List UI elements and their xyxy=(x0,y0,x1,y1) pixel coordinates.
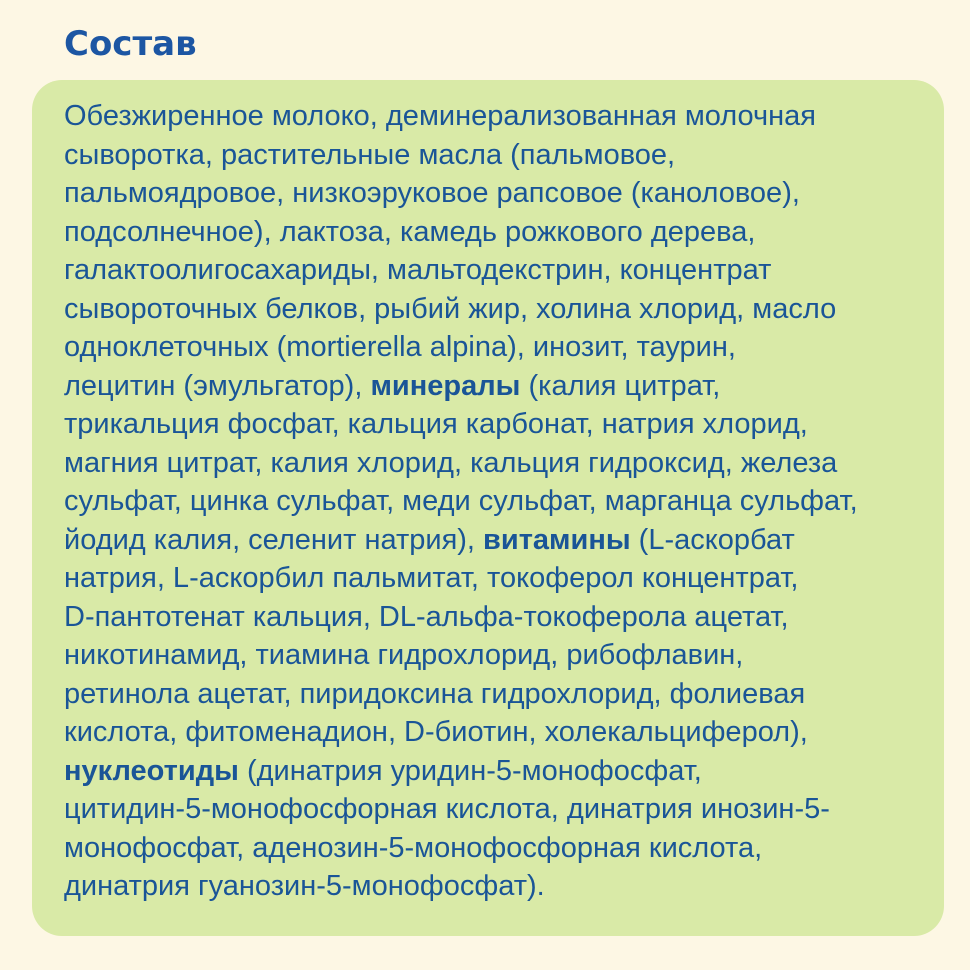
page-title: Состав xyxy=(64,24,197,64)
composition-line xyxy=(64,444,924,483)
ingredient-text: цитидин-5-монофосфорная кислота, динатрия инозин-5- xyxy=(64,793,830,825)
ingredient-text: (L-аскорбат xyxy=(630,523,795,556)
composition-line xyxy=(64,367,924,406)
ingredient-text: никотинамид, тиамина гидрохлорид, рибофлавин, xyxy=(64,639,744,671)
composition-line xyxy=(64,598,924,637)
ingredient-text: пальмоядровое, низкоэруковое рапсовое (каноловое), xyxy=(64,177,800,209)
ingredient-text: лецитин (эмульгатор), xyxy=(64,369,371,402)
ingredient-text: трикальция фосфат, кальция карбонат, натрия хлорид, xyxy=(64,408,808,440)
ingredient-text: монофосфат, аденозин-5-монофосфорная кислота, xyxy=(64,831,763,864)
composition-line xyxy=(64,213,924,252)
ingredient-text: подсолнечное), лактоза, камедь рожкового дерева, xyxy=(64,215,756,248)
composition-line xyxy=(64,867,924,906)
ingredient-category-label: витамины xyxy=(483,523,631,556)
composition-line xyxy=(64,675,924,714)
composition-line xyxy=(64,136,924,175)
ingredient-text: одноклеточных (mortierella alpina), инозит, таурин, xyxy=(64,331,736,363)
ingredient-text: галактоолигосахариды, мальтодекстрин, концентрат xyxy=(64,254,772,286)
composition-line xyxy=(64,97,924,136)
ingredient-text: (калия цитрат, xyxy=(520,369,721,402)
ingredient-text: Обезжиренное молоко, деминерализованная молочная xyxy=(64,100,816,132)
composition-line xyxy=(64,405,924,444)
composition-text xyxy=(64,97,924,906)
composition-line xyxy=(64,482,924,521)
composition-line xyxy=(64,521,924,560)
ingredient-text: ретинола ацетат, пиридоксина гидрохлорид, фолиевая xyxy=(64,677,806,710)
ingredient-category-label: минералы xyxy=(370,369,521,402)
composition-line xyxy=(64,290,924,329)
ingredient-text: сульфат, цинка сульфат, меди сульфат, марганца сульфат, xyxy=(64,485,858,517)
composition-line xyxy=(64,752,924,791)
ingredient-text: йодид калия, селенит натрия), xyxy=(64,523,484,556)
ingredient-text: сыворотка, растительные масла (пальмовое, xyxy=(64,138,676,171)
ingredient-text: натрия, L-аскорбил пальмитат, токоферол концентрат, xyxy=(64,562,799,594)
composition-line xyxy=(64,251,924,290)
composition-line xyxy=(64,713,924,752)
ingredient-text: сывороточных белков, рыбий жир, холина хлорид, масло xyxy=(64,292,837,325)
ingredient-category-label: нуклеотиды xyxy=(64,754,239,787)
ingredient-text: (динатрия уридин-5-монофосфат, xyxy=(238,754,702,787)
ingredient-text: магния цитрат, калия хлорид, кальция гидроксид, железа xyxy=(64,446,838,479)
composition-line xyxy=(64,636,924,675)
composition-card xyxy=(32,80,944,936)
composition-line xyxy=(64,829,924,868)
composition-line xyxy=(64,790,924,829)
composition-line xyxy=(64,174,924,213)
composition-line xyxy=(64,559,924,598)
composition-line xyxy=(64,328,924,367)
ingredient-text: динатрия гуанозин-5-монофосфат). xyxy=(64,870,545,902)
ingredient-text: кислота, фитоменадион, D-биотин, холекальциферол), xyxy=(64,716,808,748)
ingredient-text: D-пантотенат кальция, DL-альфа-токоферола ацетат, xyxy=(64,600,789,633)
